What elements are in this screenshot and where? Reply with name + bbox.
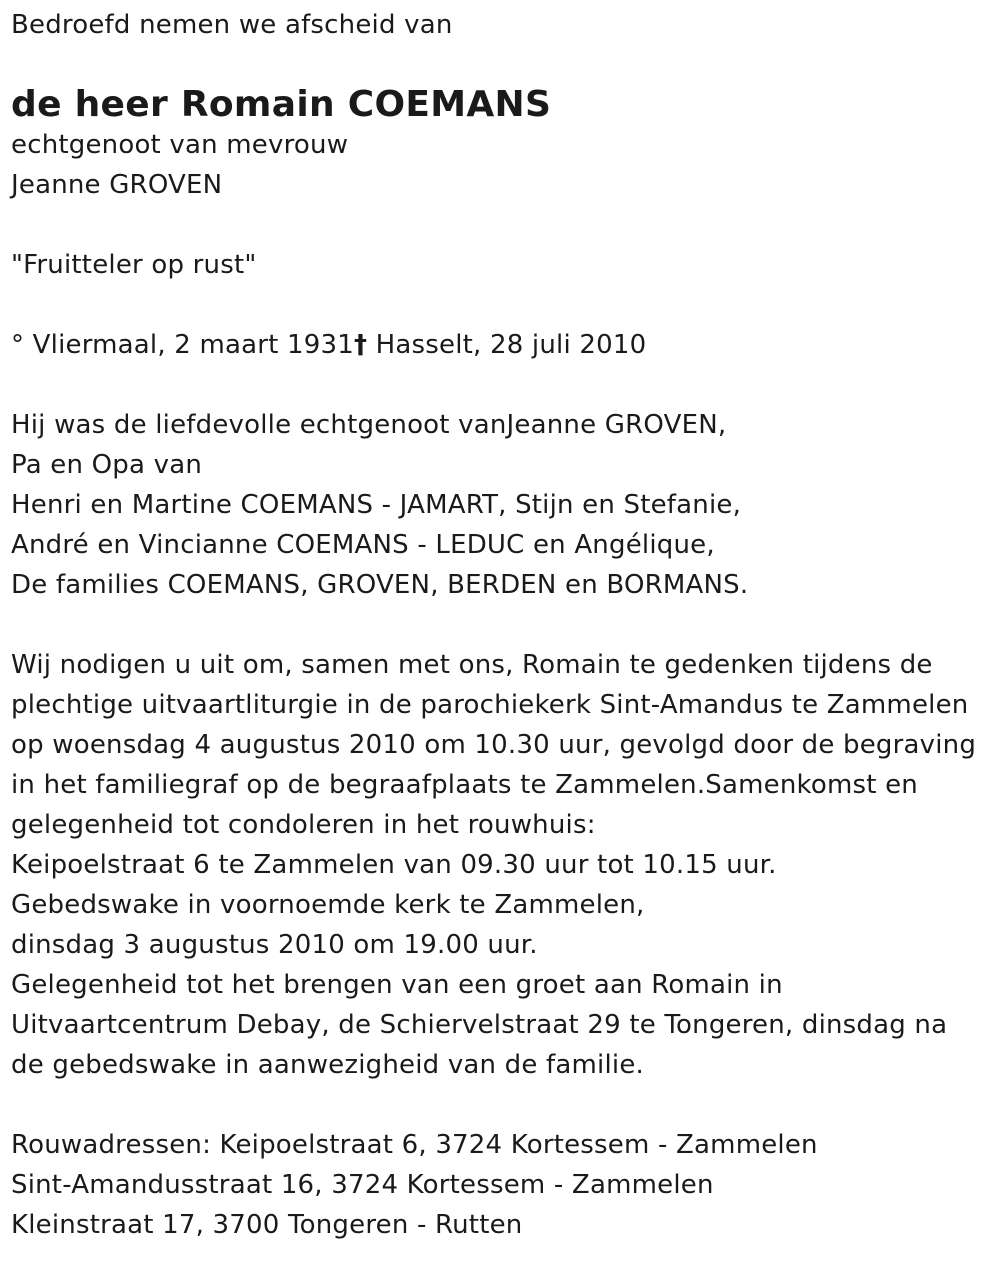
- ceremony-line: in het familiegraf op de begraafplaats te Zammelen.Samenkomst en: [11, 770, 918, 800]
- family-line: Pa en Opa van: [11, 450, 203, 480]
- ceremony-line: de gebedswake in aanwezigheid van de familie.: [11, 1050, 644, 1080]
- ceremony-line: Gelegenheid tot het brengen van een groet aan Romain in: [11, 970, 783, 1000]
- intro-text: Bedroefd nemen we afscheid van: [11, 10, 453, 40]
- ceremony-line: Uitvaartcentrum Debay, de Schiervelstraat 29 te Tongeren, dinsdag na: [11, 1010, 948, 1040]
- cross-icon: †: [354, 330, 368, 360]
- death-notice: [11, 5, 991, 1245]
- spacer: [11, 365, 991, 405]
- ceremony-section: [11, 645, 991, 1085]
- spouse-name: Jeanne GROVEN: [11, 170, 223, 200]
- ceremony-line: Keipoelstraat 6 te Zammelen van 09.30 uur tot 10.15 uur.: [11, 850, 777, 880]
- address-line: Rouwadressen: Keipoelstraat 6, 3724 Kortessem - Zammelen: [11, 1130, 818, 1160]
- spacer: [11, 285, 991, 325]
- family-line: De families COEMANS, GROVEN, BERDEN en BORMANS.: [11, 570, 749, 600]
- ceremony-line: plechtige uitvaartliturgie in de parochiekerk Sint-Amandus te Zammelen: [11, 690, 969, 720]
- epithet: "Fruitteler op rust": [11, 250, 257, 280]
- spouse-label: echtgenoot van mevrouw: [11, 130, 349, 160]
- ceremony-line: op woensdag 4 augustus 2010 om 10.30 uur, gevolgd door de begraving: [11, 730, 977, 760]
- birth-date: ° Vliermaal, 2 maart 1931: [11, 330, 354, 360]
- family-section: [11, 405, 991, 605]
- addresses-section: [11, 1125, 991, 1245]
- life-dates: [11, 325, 991, 365]
- spacer: [11, 205, 991, 245]
- family-line: Hij was de liefdevolle echtgenoot vanJeanne GROVEN,: [11, 410, 727, 440]
- spacer: [11, 1085, 991, 1125]
- ceremony-line: Wij nodigen u uit om, samen met ons, Romain te gedenken tijdens de: [11, 650, 933, 680]
- deceased-name: de heer Romain COEMANS: [11, 84, 552, 125]
- ceremony-line: gelegenheid tot condoleren in het rouwhuis:: [11, 810, 596, 840]
- death-date: Hasselt, 28 juli 2010: [367, 330, 647, 360]
- spacer: [11, 605, 991, 645]
- family-line: Henri en Martine COEMANS - JAMART, Stijn en Stefanie,: [11, 490, 742, 520]
- ceremony-line: dinsdag 3 augustus 2010 om 19.00 uur.: [11, 930, 538, 960]
- ceremony-line: Gebedswake in voornoemde kerk te Zammelen,: [11, 890, 645, 920]
- address-line: Kleinstraat 17, 3700 Tongeren - Rutten: [11, 1210, 523, 1240]
- family-line: André en Vincianne COEMANS - LEDUC en Angélique,: [11, 530, 715, 560]
- address-line: Sint-Amandusstraat 16, 3724 Kortessem - Zammelen: [11, 1170, 714, 1200]
